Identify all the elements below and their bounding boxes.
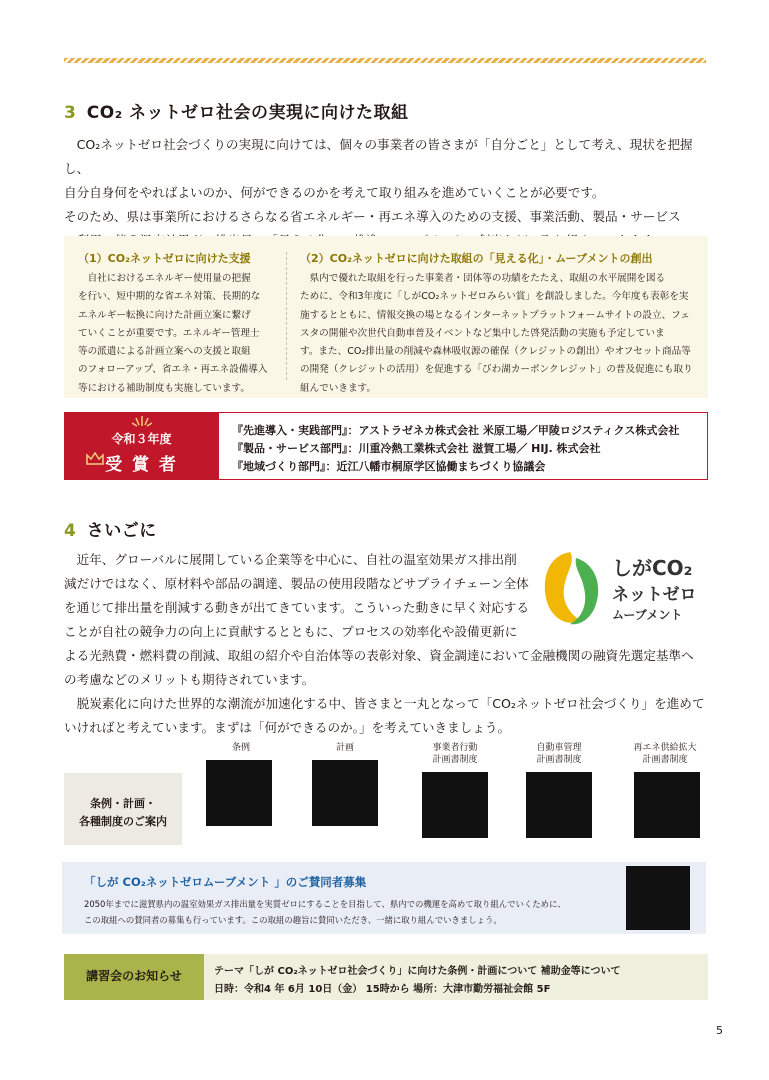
sparkle-icon [132,416,152,428]
page-number: 5 [716,1024,723,1037]
logo-mark-icon [540,548,604,630]
qr-label: 条例 [231,743,250,753]
visual-line: 県内で優れた取組を行った事業者・団体等の功績をたたえ、取組の水平展開を図る [300,273,666,284]
section4-line: の考慮などのメリットも期待されています。 [64,672,315,687]
visual-line: 組んでいきます。 [300,382,376,394]
section4-heading [64,516,157,541]
support-line: ていくことが重要です。エネルギー管理士 [78,327,260,339]
qr-code-icon[interactable] [422,772,488,838]
decorative-top-line [64,58,706,63]
recruit-line: 2050年までに滋賀県内の温室効果ガス排出量を実質ゼロにすることを目指して、県内での機運を高めて取り組んでいくために、 [84,899,566,909]
support-body [78,270,278,398]
recruit-title: 「しが CO₂ネットゼロムーブメント 」のご賛同者募集 [84,875,367,889]
info-label-1: 条例・計画・ [90,797,156,810]
award-winner-1: 『先進導入・実践部門』：アストラゼネカ株式会社 米原工場／甲陵ロジスティクス株式会社 [232,424,680,437]
award-winner-3: 『地域づくり部門』：近江八幡市桐原学区協働まちづくり協議会 [232,460,546,473]
award-title: 受 賞 者 [105,455,178,475]
qr-business-plan[interactable] [410,742,500,838]
logo-text-3: ムーブメント [612,608,683,622]
qr-label-top: 事業者行動 [432,743,478,753]
qr-label: 計画書制度 [642,755,688,765]
logo-text-2: ネットゼロ [612,585,697,605]
qr-code-icon[interactable] [634,772,700,838]
section4-line: を通じて排出量を削減する動きが出てきています。こういった動きに早く対応する [64,600,529,615]
support-heading: （1）CO₂ネットゼロに向けた支援 [78,252,251,265]
qr-label: 計画書制度 [432,755,478,765]
visual-line: 施するとともに、情報交換の場となるインターネットプラットフォームサイトの設立、フェ [300,309,690,321]
support-line: を行い、短中期的な省エネ対策、長期的な [78,291,261,303]
support-line: のフォローアップ、省エネ・再エネ設備導入 [78,364,268,376]
section4-title: さいごに [86,521,157,541]
visual-body [300,270,700,398]
visual-line: の開発（クレジットの活用）を促進する「びわ湖カーボンクレジット」の普及促進にも取り [300,364,693,376]
seminar-theme: テーマ「しが CO₂ネットゼロ社会づくり」に向けた条例・計画について 補助金等について [214,966,621,977]
visual-line: す。また、CO₂排出量の削減や森林吸収源の確保（クレジットの創出）やオフセット商品等 [300,346,691,358]
section4-line: 脱炭素化に向けた世界的な潮流が加速化する中、皆さまと一丸となって「CO₂ネットゼロ社会づくり」を進めて [64,696,705,711]
section3-title: CO₂ ネットゼロ社会の実現に向けた取組 [86,103,409,123]
section3-heading [64,98,409,123]
qr-renewable-plan[interactable] [620,742,710,838]
qr-vehicle-plan[interactable] [514,742,604,838]
seminar-date: 日時：令和4 年 6月 10日（金） 15時から 場所：大津市勤労福祉会館 5F [214,984,551,995]
divider [286,252,287,380]
seminar-label-box [64,954,204,1000]
section4-line: いければと考えています。まずは「何ができるのか。」を考えていきましょう。 [64,720,511,735]
qr-label: 計画書制度 [536,755,582,765]
support-line: 等における補助制度も実施しています。 [78,382,250,394]
section3-para-line: 自分自身何をやればよいのか、何ができるのかを考えて取り組みを進めていくことが必要です。 [64,185,605,200]
info-label-box [64,773,182,845]
award-year: 令和３年度 [111,432,172,446]
qr-code-icon[interactable] [626,866,690,930]
qr-code-icon[interactable] [312,760,378,826]
recruit-body [84,896,624,928]
seminar-label: 講習会のお知らせ [86,969,182,983]
section4-number: 4 [64,521,77,541]
visual-line: スタの開催や次世代自動車普及イベントなど集中した啓発活動の実施も予定していま [300,327,665,339]
award-winner-2: 『製品・サービス部門』：川重冷熱工業株式会社 滋賀工場／ HIJ. 株式会社 [232,442,601,455]
qr-label-top: 自動車管理 [536,743,582,753]
award-label [64,412,219,480]
qr-label: 計画 [335,743,354,753]
visual-heading: （2）CO₂ネットゼロに向けた取組の「見える化」・ムーブメントの創出 [300,252,653,265]
section4-line: 減だけではなく、原材料や部品の調達、製品の使用段階などサプライチェーン全体 [64,576,529,591]
section3-number: 3 [64,103,77,123]
info-label-2: 各種制度のご案内 [79,815,167,828]
recruit-line: この取組への賛同者の募集も行っています。この取組の趣旨に賛同いただき、一緒に取り組んでいきましょう。 [84,915,502,925]
support-line: 自社におけるエネルギー使用量の把握 [78,273,251,284]
recruit-box [62,862,706,934]
qr-label-top: 再エネ供給拡大 [633,743,697,753]
support-line: 等の派遣による計画立案への支援と取組 [78,346,251,358]
visual-line: ために、令和3年度に「しがCO₂ネットゼロみらい賞」を創設しました。今年度も表彰を実 [300,291,689,303]
section4-line: よる光熱費・燃料費の削減、取組の紹介や自治体等の表彰対象、資金調達において金融機関の融資先選定基準へ [64,648,694,663]
section3-body [64,133,714,253]
qr-plan[interactable] [300,742,390,826]
support-line: エネルギー転換に向けた計画立案に繋げ [78,309,251,321]
section3-para-line: CO₂ネットゼロ社会づくりの実現に向けては、個々の事業者の皆さまが「自分ごと」として考え、現状を把握し、 [64,137,693,176]
section4-line: ことが自社の競争力の向上に貢献するとともに、プロセスの効率化や設備更新に [64,624,518,639]
logo-text-1: しがCO₂ [612,556,693,580]
qr-code-icon[interactable] [206,760,272,826]
movement-logo [540,548,705,630]
section4-line: 近年、グローバルに展開している企業等を中心に、自社の温室効果ガス排出削 [64,552,517,567]
qr-ordinance[interactable] [196,742,286,826]
qr-code-icon[interactable] [526,772,592,838]
section3-para-line: そのため、県は事業所におけるさらなる省エネルギー・再エネ導入のための支援、事業活動、製品・サービス [64,209,681,224]
